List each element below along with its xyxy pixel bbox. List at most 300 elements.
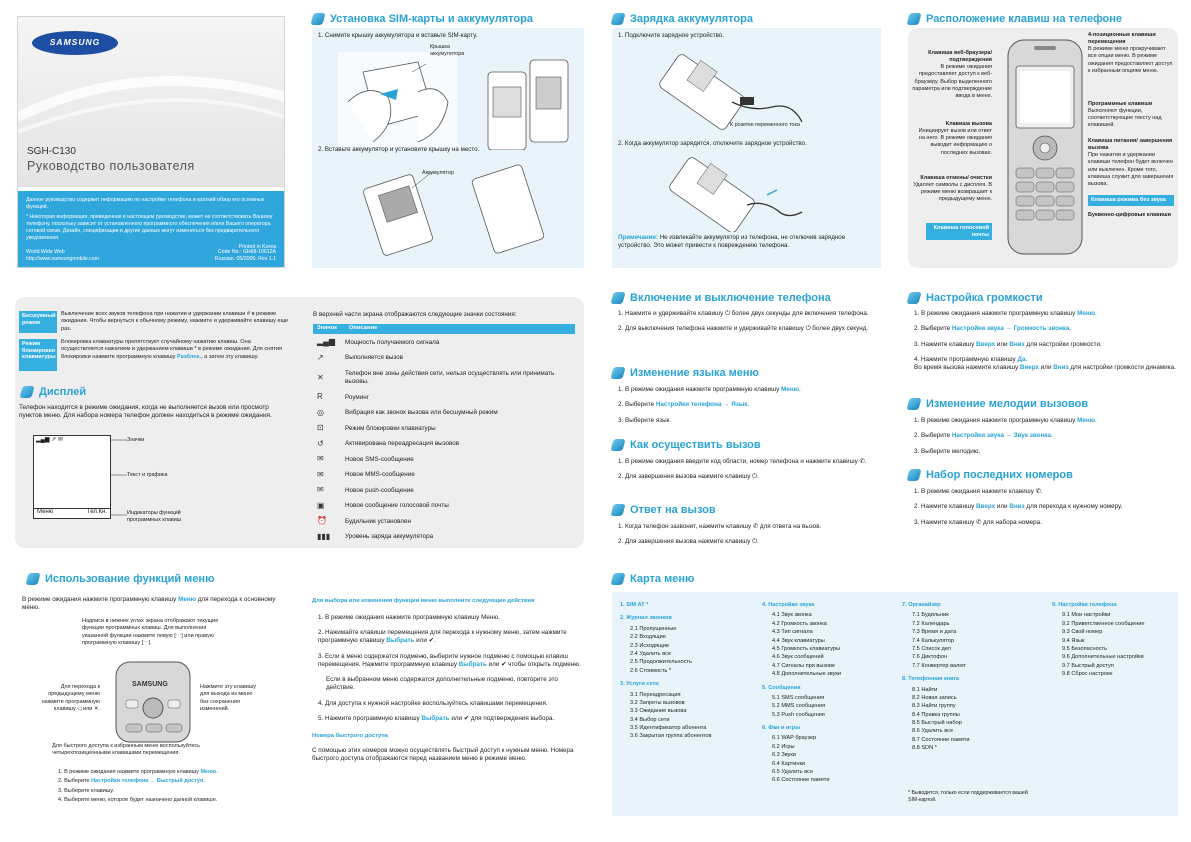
charge-title-text: Зарядка аккумулятора: [630, 13, 753, 25]
section-icon: [310, 13, 325, 25]
menu-map-item: 2.1 Пропущенные: [630, 625, 677, 632]
menu-use-right: [312, 598, 584, 771]
section-icon: [610, 504, 625, 516]
menu-intro-tail: для перехода к основному меню.: [22, 596, 276, 612]
model-name: SGH-C130: [27, 146, 76, 157]
menu-map-item: 7.6 Диктофон: [912, 654, 948, 661]
lang-steps: [618, 386, 880, 432]
nav-keys-text: В режиме меню прокручивают все опции меню. В режиме ожидания предоставляют доступ к избранным опциям меню.: [1088, 46, 1173, 74]
status-icon-description: Новое сообщение голосовой почты: [345, 502, 449, 510]
status-icon: R: [317, 392, 323, 402]
code-number: Code No.: GH68-10612A: [218, 248, 276, 255]
charge-note: [618, 234, 876, 250]
lang-step-2-text: 2. Выберите: [618, 401, 656, 409]
or-text: или: [995, 340, 1010, 348]
section-icon: [610, 439, 625, 451]
menu-map-item: 5.1 SMS сообщения: [772, 694, 825, 701]
menu-step-3-note: Если в выбранном меню содержатся дополнительные подменю, повторите это действие.: [326, 676, 558, 692]
lock-mode-text: [61, 339, 289, 361]
call-key-label: [912, 121, 992, 157]
volume-step-4-tail: для настройки громкости динамика.: [1068, 364, 1176, 372]
menu-step-2-tail: или ✔.: [414, 637, 436, 645]
quick-step-2: 2. Выберите Настройки телефона → Быстрый доступ.: [58, 778, 205, 785]
note-text: Не извлекайте аккумулятор из телефона, не отключив зарядное устройство. Это может привести к повреждению телефона.: [618, 234, 846, 250]
redial-step-2-text: 2. Нажмите клавишу: [914, 503, 976, 511]
up-key: Вверх: [976, 503, 996, 511]
status-icon: ⏰: [317, 516, 327, 526]
menu-map-item: 8.6 Удалить все: [912, 728, 954, 735]
quick-step-1: 1. В режиме ожидания нажмите программную клавишу Меню.: [58, 769, 218, 775]
menu-map-item: 3.3 Ожидание вызова: [630, 708, 687, 715]
menu-map-item: 9.3 Свой номер: [1062, 629, 1103, 636]
lock-tail: , а затем эту клавишу.: [201, 353, 259, 360]
redial-section-title: [908, 468, 1073, 483]
printed-in: Printed in Korea: [238, 244, 276, 251]
menu-map-group-heading: 4. Настройки звука: [762, 602, 815, 608]
menu-use-section-title: [27, 572, 214, 587]
melody-section-title: [908, 397, 1088, 412]
menu-map-group-heading: 1. SIM AT *: [620, 602, 649, 608]
menu-map-column: [762, 596, 887, 785]
lang-step-1-text: 1. В режиме ожидания нажмите программную клавишу: [618, 386, 782, 393]
menu-softkey: Меню: [178, 596, 197, 603]
alnum-keys-title: Буквенно-цифровые клавиши: [1088, 212, 1171, 218]
icon-table-row: [317, 351, 575, 367]
call-title-text: Как осуществить вызов: [630, 439, 761, 451]
menu-softkey: Меню: [781, 386, 800, 393]
nav-keys-label: [1088, 32, 1174, 75]
menu-softkey: Меню: [1077, 310, 1096, 317]
silent-mode-label: Бесшумный режим: [19, 311, 57, 333]
ac-outlet-callout: К розетке переменного тока: [730, 122, 800, 128]
menu-map-item: 3.2 Запреты вызовов: [630, 699, 685, 706]
menu-map-column: [620, 596, 745, 741]
charge-panel: [612, 28, 881, 268]
melody-step-1-text: 1. В режиме ожидания нажмите программную клавишу: [914, 417, 1078, 424]
status-icon: ↗: [317, 352, 324, 362]
menu-map-group-heading: 9. Настройки телефона: [1052, 602, 1117, 608]
answer-step-1: 1. Когда телефон зазвонит, нажмите клавишу ✆ для ответа на вызов.: [618, 523, 822, 530]
volume-step-1: 1. В режиме ожидания нажмите программную клавишу Меню.: [914, 310, 1097, 317]
section-icon: [906, 398, 921, 410]
icon-table-row: [317, 452, 575, 468]
silent-key-label: Клавиша режима без звука: [1088, 195, 1174, 206]
soft-keys-label: [1088, 101, 1174, 130]
menu-softkey: Меню: [1077, 417, 1096, 424]
menu-step-4: 4. Для доступа к нужной настройке воспользуйтесь клавишами перемещения.: [318, 699, 548, 707]
web-key-title: Клавиша веб-браузера/ подтверждения: [928, 50, 992, 64]
section-icon: [610, 292, 625, 304]
menu-use-title-text: Использование функций меню: [45, 573, 215, 585]
icon-table-row: [317, 406, 575, 422]
section-icon: [19, 386, 34, 398]
icon-table-row: [317, 468, 575, 484]
icon-table-row: [317, 390, 575, 406]
icons-table-header: [313, 324, 575, 334]
answer-steps: [618, 523, 880, 554]
shortcut-numbers-text: С помощью этих номеров можно осуществлять быстрый доступ к нужным меню. Номера быстрого доступа отображаются перед названием меню в режиме меню.: [312, 746, 574, 763]
menu-map-item: 3.5 Идентификатор абонента: [630, 725, 707, 732]
status-icon: ✉: [317, 454, 324, 464]
up-key: Вверх: [1019, 364, 1040, 372]
menu-map-item: 5.3 Push сообщения: [772, 711, 825, 718]
menu-map-item: 7.2 Календарь: [912, 620, 950, 627]
volume-step-3-tail: для настройки громкости.: [1024, 340, 1102, 348]
call-section-title: [612, 438, 761, 453]
menu-map-item: 9.2 Приветственное сообщение: [1062, 620, 1145, 627]
power-key-text: При нажатии и удержании клавиши телефон будет включен или выключен. Кроме того, клавиша служит для завершения вызова.: [1088, 152, 1174, 187]
status-icon-description: Будильник установлен: [345, 517, 411, 525]
menu-map-item: 2.6 Стоимость *: [630, 667, 672, 674]
lang-step-3: 3. Выберите язык.: [618, 416, 672, 424]
icon-table-row: [317, 499, 575, 515]
redial-step-3: 3. Нажмите клавишу ✆ для набора номера.: [914, 518, 1042, 526]
icon-table-row: [317, 483, 575, 499]
volume-step-3-text: 3. Нажмите клавишу: [914, 340, 976, 348]
menu-map-item: 6.1 WAP браузер: [772, 735, 817, 742]
menu-map-item: 4.2 Громкость звонка: [772, 620, 827, 627]
menu-step-2: [312, 629, 584, 646]
status-icon-description: Активирована переадресация вызовов: [345, 440, 460, 448]
edition: Russian. 05/2006. Rev 1.1: [214, 255, 276, 262]
sim-title-text: Установка SIM-карты и аккумулятора: [330, 13, 533, 25]
menu-map-item: 4.8 Дополнительные звуки: [772, 671, 841, 678]
quick-step-2-text: 2. Выберите: [58, 778, 92, 785]
status-icon-description: Мощность получаемого сигнала: [345, 338, 440, 346]
cover-panel: [17, 16, 285, 268]
softkey-right-label: Тел.Кн.: [86, 509, 107, 515]
menu-map-item: 3.1 Переадресация: [630, 691, 681, 698]
menu-step-3: [312, 653, 584, 670]
menu-map-item: 7.5 Список дел: [912, 645, 951, 652]
redial-steps: [914, 488, 1180, 534]
menu-map-item: 8.7 Состояние памяти: [912, 736, 970, 743]
battery-cover-callout: Крышка аккумулятора: [430, 44, 465, 58]
status-icon: ✕: [317, 372, 324, 382]
volume-step-3: [914, 341, 1180, 349]
melody-menu-path: Настройки звука → Звук звонка: [951, 432, 1051, 440]
volume-menu-path: Настройки звука → Громкость звонка: [951, 325, 1070, 333]
menu-map-item: 3.6 Закрытая группа абонентов: [630, 733, 712, 740]
menu-map-item: 9.4 Язык: [1062, 637, 1085, 644]
status-icon: ▂▄▆: [317, 337, 335, 347]
menu-step-3-text: 3. Если в меню содержатся подменю, выберите нужное подменю с помощью клавиш перемещения. Нажмите программную клавишу: [318, 652, 568, 668]
section-icon: [610, 13, 625, 25]
text-callout: Текст и графика: [127, 472, 168, 478]
icon-table-row: [317, 366, 575, 390]
menu-map-item: 7.1 Будильник: [912, 612, 949, 619]
lang-step-2: 2. Выберите Настройки телефона → Язык.: [618, 401, 750, 409]
menu-map-item: 9.8 Сброс настроек: [1062, 671, 1113, 678]
onoff-steps: [618, 310, 880, 341]
status-icon-description: Роуминг: [345, 393, 370, 401]
up-key: Вверх: [976, 340, 996, 348]
lang-menu-path: Настройки телефона → Язык: [655, 401, 748, 409]
note-label: Примечание:: [618, 234, 658, 241]
icon-table-row: [317, 530, 575, 546]
shortcut-numbers-heading: Номера быстрого доступа: [312, 733, 389, 740]
or-text: или: [995, 503, 1010, 511]
status-icon: ✉: [317, 469, 324, 479]
melody-step-2-text: 2. Выберите: [914, 432, 952, 440]
lock-mode-label: Режим блокировки клавиатуры: [19, 339, 57, 371]
menu-map-item: 7.3 Время и дата: [912, 629, 957, 636]
softkey-callout: Надписи в нижних углах экрана отображают текущие функции программных клавиш. Для выполнения указанной функции нажмите левую [⋯] или правую программную клавишу [⋯].: [82, 618, 219, 646]
section-icon: [25, 573, 40, 585]
section-icon: [610, 573, 625, 585]
melody-step-3: 3. Выберите мелодию.: [914, 447, 981, 455]
display-title-text: Дисплей: [39, 386, 87, 398]
status-icon-description: Уровень заряда аккумулятора: [345, 533, 434, 541]
icon-column-header: Значок: [317, 325, 338, 332]
menu-map-group-heading: 7. Органайзер: [902, 602, 941, 608]
volume-step-4-text: 4. Нажмите программную клавишу: [914, 355, 1018, 363]
melody-step-1: 1. В режиме ожидания нажмите программную клавишу Меню.: [914, 417, 1097, 424]
down-key: Вниз: [1053, 364, 1069, 372]
menu-map-item: 5.2 MMS сообщения: [772, 703, 826, 710]
call-steps: [618, 458, 880, 489]
menu-step-5-tail: или ✔ для подтверждения выбора.: [449, 715, 555, 723]
sim-panel: [312, 28, 584, 268]
or-text: или: [1039, 364, 1054, 372]
clear-key-label: [912, 175, 992, 204]
redial-step-2: [914, 503, 1180, 511]
status-icon-description: Выполняется вызов: [345, 354, 404, 362]
status-bar-icons: ▂▄▆ ↗ ✉: [36, 437, 63, 443]
status-icon-description: Телефон вне зоны действия сети, нельзя осуществлять или принимать вызовы.: [345, 369, 555, 385]
power-key-title: Клавиша питания/ завершения вызова: [1088, 138, 1173, 152]
charge-step-2: 2. Когда аккумулятор зарядится, отключите зарядное устройство.: [618, 140, 807, 147]
unlock-softkey: Разблок.: [177, 353, 202, 360]
call-key-title: Клавиша вызова: [945, 121, 992, 127]
status-icon-description: Вибрация как звонок вызова или бесшумный режим: [345, 409, 498, 417]
menu-map-item: 4.4 Звук клавиатуры: [772, 637, 825, 644]
cover-note: * Некоторая информация, приведенная в настоящем руководстве, может не соответствовать Вашему телефону, поскольку зависит от установленного программного обеспечения и/или Вашего оператора сотовой связи. Дизайн, спецификации и другие данные могут изменяться без предварительного уведомления.: [26, 214, 273, 242]
call-key-text: Инициирует вызов или ответ на него. В режиме ожидания выводит информацию о последних вызовах.: [918, 128, 992, 156]
menu-step-5: [312, 715, 584, 723]
onoff-step-2: 2. Для выключения телефона нажмите и удерживайте клавишу ⏻ более двух секунд.: [618, 325, 869, 333]
menu-map-item: 3.4 Выбор сети: [630, 716, 670, 723]
softkey-left-label: Меню: [37, 509, 54, 515]
volume-section-title: [908, 291, 1043, 306]
quick-access-path: Настройки телефона → Быстрый доступ: [91, 778, 204, 785]
lock-text: Блокировка клавиатуры препятствует случайному нажатию клавиш. Она осуществляется нажатием и удержанием клавиши * в режиме ожидания. Для снятия блокировки нажмите программную клавишу: [61, 339, 282, 360]
status-icon: ◎: [317, 407, 324, 417]
manual-title: Руководство пользователя: [27, 159, 195, 173]
menu-map-item: 4.3 Тип сигнала: [772, 629, 813, 636]
web-key-label: [912, 50, 992, 100]
menu-map-item: 9.7 Быстрый доступ: [1062, 662, 1114, 669]
menu-use-intro: [22, 596, 292, 613]
melody-title-text: Изменение мелодии вызовов: [926, 398, 1089, 410]
clear-key-text: Удаляет символы с дисплея. В режиме меню возвращает к предыдущему меню.: [913, 182, 992, 203]
menu-map-item: 2.5 Продолжительность: [630, 659, 692, 666]
onoff-step-1: 1. Нажмите и удерживайте клавишу ⏻ более двух секунды для включения телефона.: [618, 310, 869, 317]
menu-map-item: 9.1 Мои настройки: [1062, 612, 1111, 619]
menu-step-1: 1. В режиме ожидания нажмите программную клавишу Меню.: [318, 613, 500, 621]
voicemail-key-label: Клавиша голосовой почты: [926, 223, 992, 240]
down-key: Вниз: [1009, 503, 1025, 511]
soft-keys-title: Программные клавиши: [1088, 101, 1153, 107]
menu-map-item: 8.8 SDN *: [912, 745, 937, 752]
volume-steps: [914, 310, 1180, 379]
icons-intro: В верхней части экрана отображаются следующие значки состояния:: [313, 311, 517, 318]
volume-step-4: 4. Нажмите программную клавишу Да. Во время вызова нажмите клавишу Вверх или Вниз для настройки громкости динамика.: [914, 355, 1176, 372]
status-icon: ↺: [317, 438, 324, 448]
phone-front-illustration: [1002, 36, 1088, 258]
melody-step-2: 2. Выберите Настройки звука → Звук звонка.: [914, 432, 1053, 440]
cover-footer: [26, 249, 276, 263]
charge-section-title: [612, 12, 753, 27]
menu-map-item: 6.5 Удалить все: [772, 769, 814, 776]
select-softkey: Выбрать: [458, 660, 487, 668]
menu-map-group-heading: 3. Услуги сети: [620, 681, 659, 688]
exit-callout: Нажмите эту клавишу для выхода из меню без сохранения изменений.: [200, 684, 257, 712]
volume-step-1-text: 1. В режиме ожидания нажмите программную клавишу: [914, 310, 1078, 317]
status-icon: ✉: [317, 485, 324, 495]
lang-title-text: Изменение языка меню: [630, 367, 759, 379]
redial-title-text: Набор последних номеров: [926, 469, 1073, 481]
volume-title-text: Настройка громкости: [926, 292, 1043, 304]
cover-info-block: [18, 191, 284, 267]
menu-map-title-text: Карта меню: [630, 573, 695, 585]
select-softkey: Выбрать: [386, 637, 415, 645]
volume-step-2: 2. Выберите Настройки звука → Громкость звонка.: [914, 325, 1072, 333]
cover-intro: Данное руководство содержит информацию по настройке телефона и краткий обзор его основных функций.: [26, 197, 265, 211]
menu-map-item: 7.4 Калькулятор: [912, 637, 955, 644]
nav-keys-title: 4-позиционные клавиши перемещения: [1088, 32, 1156, 46]
menu-map-item: 4.6 Звук сообщений: [772, 654, 824, 661]
menu-map-item: 6.2 Игры: [772, 743, 795, 750]
status-icon: ▮▮▮: [317, 531, 331, 541]
display-section-title: [21, 385, 86, 400]
answer-title-text: Ответ на вызов: [630, 504, 716, 516]
down-key: Вниз: [1009, 340, 1025, 348]
menu-map-footnote: * Выводится, только если поддерживается вашей SIM-картой.: [908, 790, 1028, 803]
soft-keys-text: Выполняют функции, соответствующие тексту над клавишей.: [1088, 108, 1162, 129]
clear-key-title: Клавиша отмены/ очистки: [920, 175, 992, 181]
web-label: World Wide Web: [26, 248, 65, 255]
sim-illustration-2: [352, 160, 572, 260]
menu-step-3-tail: или ✔ чтобы открыть подменю.: [486, 660, 581, 668]
menu-map-item: 4.5 Громкость клавиатуры: [772, 645, 841, 652]
menu-softkey: Меню: [200, 769, 217, 775]
menu-step-2-text: 2. Нажимайте клавиши перемещения для перехода к нужному меню, затем нажмите программную клавишу: [318, 628, 567, 645]
sim-section-title: [312, 12, 533, 27]
menu-map-group-heading: 8. Телефонная книга: [902, 676, 960, 683]
lang-section-title: [612, 366, 759, 381]
menu-map-item: 2.2 Входящие: [630, 634, 666, 641]
menu-map-item: 9.5 Безопасность: [1062, 645, 1108, 652]
quick-access-steps: [58, 768, 298, 805]
description-column-header: Описание: [349, 325, 378, 332]
softkey-bar: [34, 508, 110, 518]
icon-table-row: [317, 514, 575, 530]
menu-map-item: 8.5 Быстрый набор: [912, 720, 962, 727]
status-icon: ⊡: [317, 423, 324, 433]
redial-step-2-tail: для перехода к нужному номеру.: [1024, 503, 1123, 511]
menu-map-item: 4.1 Звук звонка: [772, 612, 812, 619]
menu-map-group-heading: 6. Фан и игры: [762, 725, 800, 732]
melody-steps: [914, 417, 1180, 463]
charger-illustration-2: [662, 150, 862, 232]
battery-callout: Аккумулятор: [422, 170, 454, 176]
sim-step-1: 1. Снимите крышку аккумулятора и вставьте SIM-карту.: [318, 32, 478, 39]
alnum-keys-label: [1088, 212, 1174, 219]
section-icon: [906, 469, 921, 481]
status-icon-description: Новое MMS-сообщение: [345, 471, 415, 479]
menu-map-item: 6.4 Картинки: [772, 760, 806, 767]
power-key-label: [1088, 138, 1174, 188]
menu-map-item: 8.2 Новая запись: [912, 694, 957, 701]
section-icon: [610, 367, 625, 379]
icons-callout: Значки: [127, 437, 145, 443]
keys-title-text: Расположение клавиш на телефоне: [926, 13, 1123, 25]
answer-step-2: 2. Для завершения вызова нажмите клавишу ⏻.: [618, 538, 759, 546]
samsung-logo: SAMSUNG: [32, 31, 118, 55]
answer-section-title: [612, 503, 716, 518]
menu-intro-text: В режиме ожидания нажмите программную клавишу: [22, 596, 179, 603]
icons-table: [317, 335, 575, 545]
menu-step-5-text: 5. Нажмите программную клавишу: [318, 715, 422, 723]
charge-step-1: 1. Подключите зарядное устройство.: [618, 32, 724, 39]
volume-step-4-note: Во время вызова нажмите клавишу: [914, 364, 1020, 372]
menu-map-panel: [612, 592, 1178, 816]
menu-change-heading: Для выбора или изменения функции меню выполните следующие действия: [312, 598, 535, 604]
back-callout: Для перехода к предыдущему меню нажмите программную клавишу ◁ или ✕.: [41, 684, 100, 712]
yes-softkey: Да: [1017, 355, 1026, 363]
menu-map-item: 2.3 Исходящие: [630, 642, 670, 649]
quick-access-intro: Для быстрого доступа к избранным меню воспользуйтесь четырехпозиционными клавишами перемещения.: [52, 743, 200, 757]
menu-map-item: 6.6 Состояние памяти: [772, 777, 830, 784]
quick-step-4: 4. Выберите меню, которое будет назначено данной клавише.: [58, 797, 218, 804]
menu-map-column: [1052, 596, 1177, 679]
status-icon-description: Новое SMS-сообщение: [345, 455, 414, 463]
menu-map-item: 6.3 Звуки: [772, 752, 796, 759]
menu-map-item: 9.6 Дополнительные настройки: [1062, 654, 1144, 661]
quick-step-1-text: 1. В режиме ожидания нажмите программную клавишу: [58, 769, 201, 775]
select-softkey: Выбрать: [421, 715, 450, 723]
menu-map-item: 4.7 Сигналы при вызове: [772, 662, 836, 669]
menu-map-item: 8.1 Найти: [912, 686, 938, 693]
call-step-1: 1. В режиме ожидания введите код области, номер телефона и нажмите клавишу ✆.: [618, 458, 867, 465]
lang-step-1: 1. В режиме ожидания нажмите программную клавишу Меню.: [618, 386, 801, 393]
sim-step-2: 2. Вставьте аккумулятор и установите крышку на место.: [318, 146, 480, 153]
icon-table-row: [317, 421, 575, 437]
keys-panel: [908, 28, 1178, 268]
web-url[interactable]: http://www.samsungmobile.com: [26, 255, 99, 262]
section-icon: [906, 13, 921, 25]
softkey-callout: Индикаторы функций программных клавиш: [127, 510, 182, 524]
keys-section-title: [908, 12, 1122, 27]
menu-map-group-heading: 2. Журнал звонков: [620, 615, 672, 622]
section-icon: [906, 292, 921, 304]
icon-table-row: [317, 335, 575, 351]
display-text: Телефон находится в режиме ожидания, когда не выполняется вызов или просмотр пунктов меню. Для набора номера телефон должен находиться в режиме ожидания.: [19, 404, 272, 420]
menu-map-group-heading: 5. Сообщения: [762, 684, 801, 691]
menu-map-section-title: [612, 572, 694, 587]
onoff-title-text: Включение и выключение телефона: [630, 292, 831, 304]
menu-map-item: 8.3 Найти группу: [912, 703, 956, 710]
onoff-section-title: [612, 291, 831, 306]
menu-map-column: [902, 596, 1027, 753]
web-key-text: В режиме ожидания предоставляет доступ к веб-браузеру. Выбор выделенного параметра или подтверждение ввода в меню.: [912, 64, 992, 99]
redial-step-1: 1. В режиме ожидания нажмите клавишу ✆.: [914, 488, 1043, 495]
call-step-2: 2. Для завершения вызова нажмите клавишу ⏻.: [618, 473, 759, 481]
decorative-swoosh: [18, 57, 285, 147]
menu-map-item: 8.4 Правка группы: [912, 711, 960, 718]
silent-mode-text: Выключение всех звуков телефона при нажатии и удержании клавиши # в режиме ожидания. Чтобы вернуться к обычному режиму, нажмите и удерживайте клавишу еще раз.: [61, 311, 289, 332]
